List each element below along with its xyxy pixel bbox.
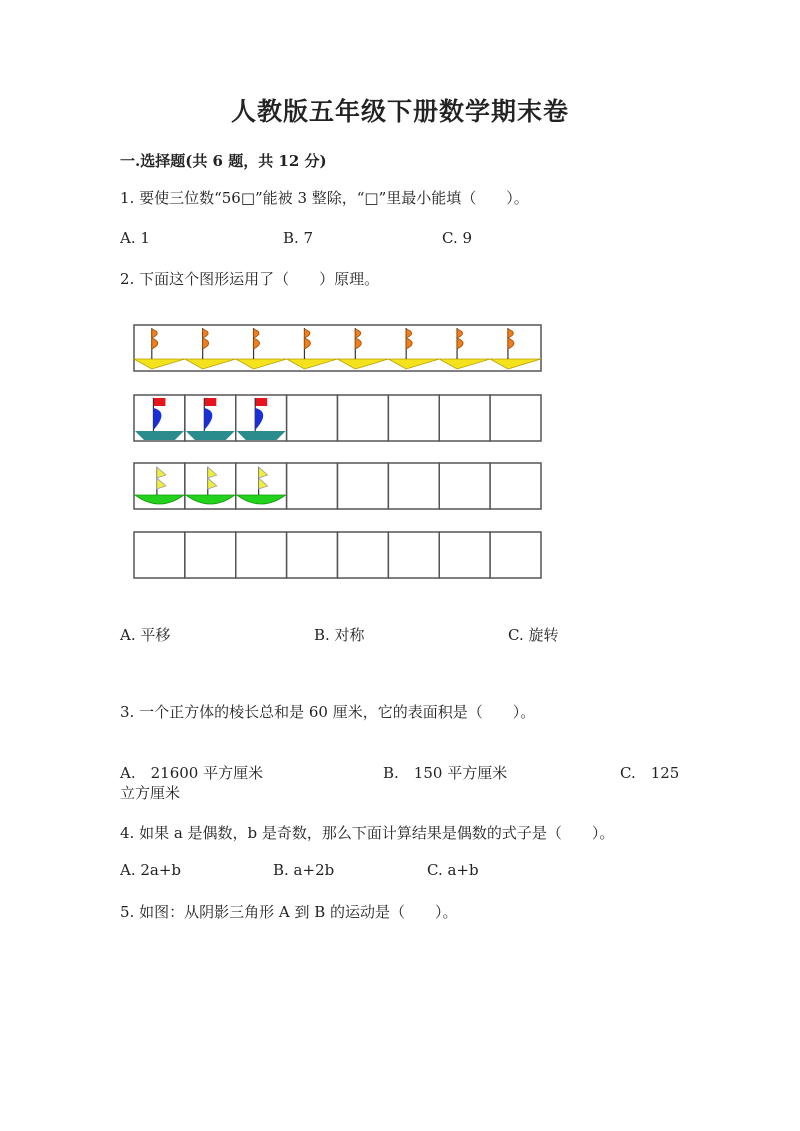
flag-shape bbox=[457, 329, 463, 349]
page-title: 人教版五年级下册数学期末卷 bbox=[230, 97, 569, 126]
flag-boat-icon bbox=[338, 328, 389, 369]
grid-cell bbox=[439, 532, 490, 578]
section-heading: 一.选择题(共 6 题，共 12 分) bbox=[120, 152, 327, 170]
grid-cell bbox=[490, 395, 541, 441]
hull-shape bbox=[287, 359, 338, 369]
question-2-option-a: A. 平移 bbox=[120, 626, 171, 644]
question-4-stem: 4. 如果 a 是偶数，b 是奇数，那么下面计算结果是偶数的式子是（ ）。 bbox=[120, 824, 615, 842]
question-4-option-a: A. 2a+b bbox=[120, 861, 182, 879]
hull-shape bbox=[236, 359, 287, 369]
grid-cell bbox=[490, 532, 541, 578]
flag-boat-icon bbox=[287, 328, 338, 369]
grid-cell bbox=[388, 395, 439, 441]
hull-shape bbox=[338, 359, 389, 369]
flag-shape bbox=[304, 329, 310, 349]
question-1-option-a: A. 1 bbox=[120, 229, 150, 247]
flag-shape bbox=[152, 329, 158, 349]
question-3-stem: 3. 一个正方体的棱长总和是 60 厘米，它的表面积是（ ）。 bbox=[120, 703, 536, 721]
figure-row-empty bbox=[134, 532, 541, 578]
hull-shape bbox=[490, 359, 541, 369]
grid-cell bbox=[287, 463, 338, 509]
red-flag-shape bbox=[204, 398, 216, 406]
red-flag-shape bbox=[255, 398, 267, 406]
flag-boat-icon bbox=[388, 328, 439, 369]
hull-shape bbox=[134, 359, 185, 369]
question-3-option-a: A. 21600 平方厘米 bbox=[120, 764, 264, 782]
hull-shape bbox=[439, 359, 490, 369]
question-1-stem: 1. 要使三位数“56□”能被 3 整除，“□”里最小能填（ ）。 bbox=[120, 189, 529, 207]
grid-cell bbox=[185, 532, 236, 578]
grid-cell bbox=[439, 395, 490, 441]
grid-cell bbox=[338, 532, 389, 578]
question-3-option-c-unit: 立方厘米 bbox=[120, 784, 181, 802]
question-1-option-c: C. 9 bbox=[442, 229, 473, 247]
grid-cell bbox=[388, 532, 439, 578]
flag-boat-icon bbox=[236, 328, 287, 369]
flag-shape bbox=[355, 329, 361, 349]
flag-boat-icon bbox=[134, 328, 185, 369]
red-flag-shape bbox=[153, 398, 165, 406]
flag-shape bbox=[254, 329, 260, 349]
grid-cell bbox=[388, 463, 439, 509]
flag-boat-icon bbox=[185, 328, 236, 369]
figure-row-blue-sail-boats bbox=[134, 395, 541, 441]
question-2-option-c: C. 旋转 bbox=[508, 626, 559, 644]
figure-row-flag-boats bbox=[134, 325, 541, 371]
question-5-stem: 5. 如图：从阴影三角形 A 到 B 的运动是（ ）。 bbox=[120, 903, 458, 921]
grid-cell bbox=[439, 463, 490, 509]
question-4-option-b: B. a+2b bbox=[273, 861, 335, 879]
grid-cell bbox=[338, 463, 389, 509]
grid-cell bbox=[490, 463, 541, 509]
grid-cell bbox=[287, 395, 338, 441]
grid-cell bbox=[338, 395, 389, 441]
grid-cell bbox=[287, 532, 338, 578]
hull-shape bbox=[185, 359, 236, 369]
question-4-option-c: C. a+b bbox=[427, 861, 479, 879]
flag-shape bbox=[203, 329, 209, 349]
flag-boat-icon bbox=[439, 328, 490, 369]
hull-shape bbox=[388, 359, 439, 369]
figure-row-green-boats bbox=[134, 463, 541, 509]
question-2-option-b: B. 对称 bbox=[314, 626, 365, 644]
flag-shape bbox=[508, 329, 514, 349]
grid-cell bbox=[134, 532, 185, 578]
question-3-option-c: C. 125 bbox=[620, 764, 680, 782]
grid-cell bbox=[236, 532, 287, 578]
question-2-stem: 2. 下面这个图形运用了（ ）原理。 bbox=[120, 270, 380, 288]
flag-boat-icon bbox=[490, 328, 541, 369]
question-3-option-b: B. 150 平方厘米 bbox=[383, 764, 508, 782]
flag-shape bbox=[406, 329, 412, 349]
question-1-option-b: B. 7 bbox=[283, 229, 314, 247]
